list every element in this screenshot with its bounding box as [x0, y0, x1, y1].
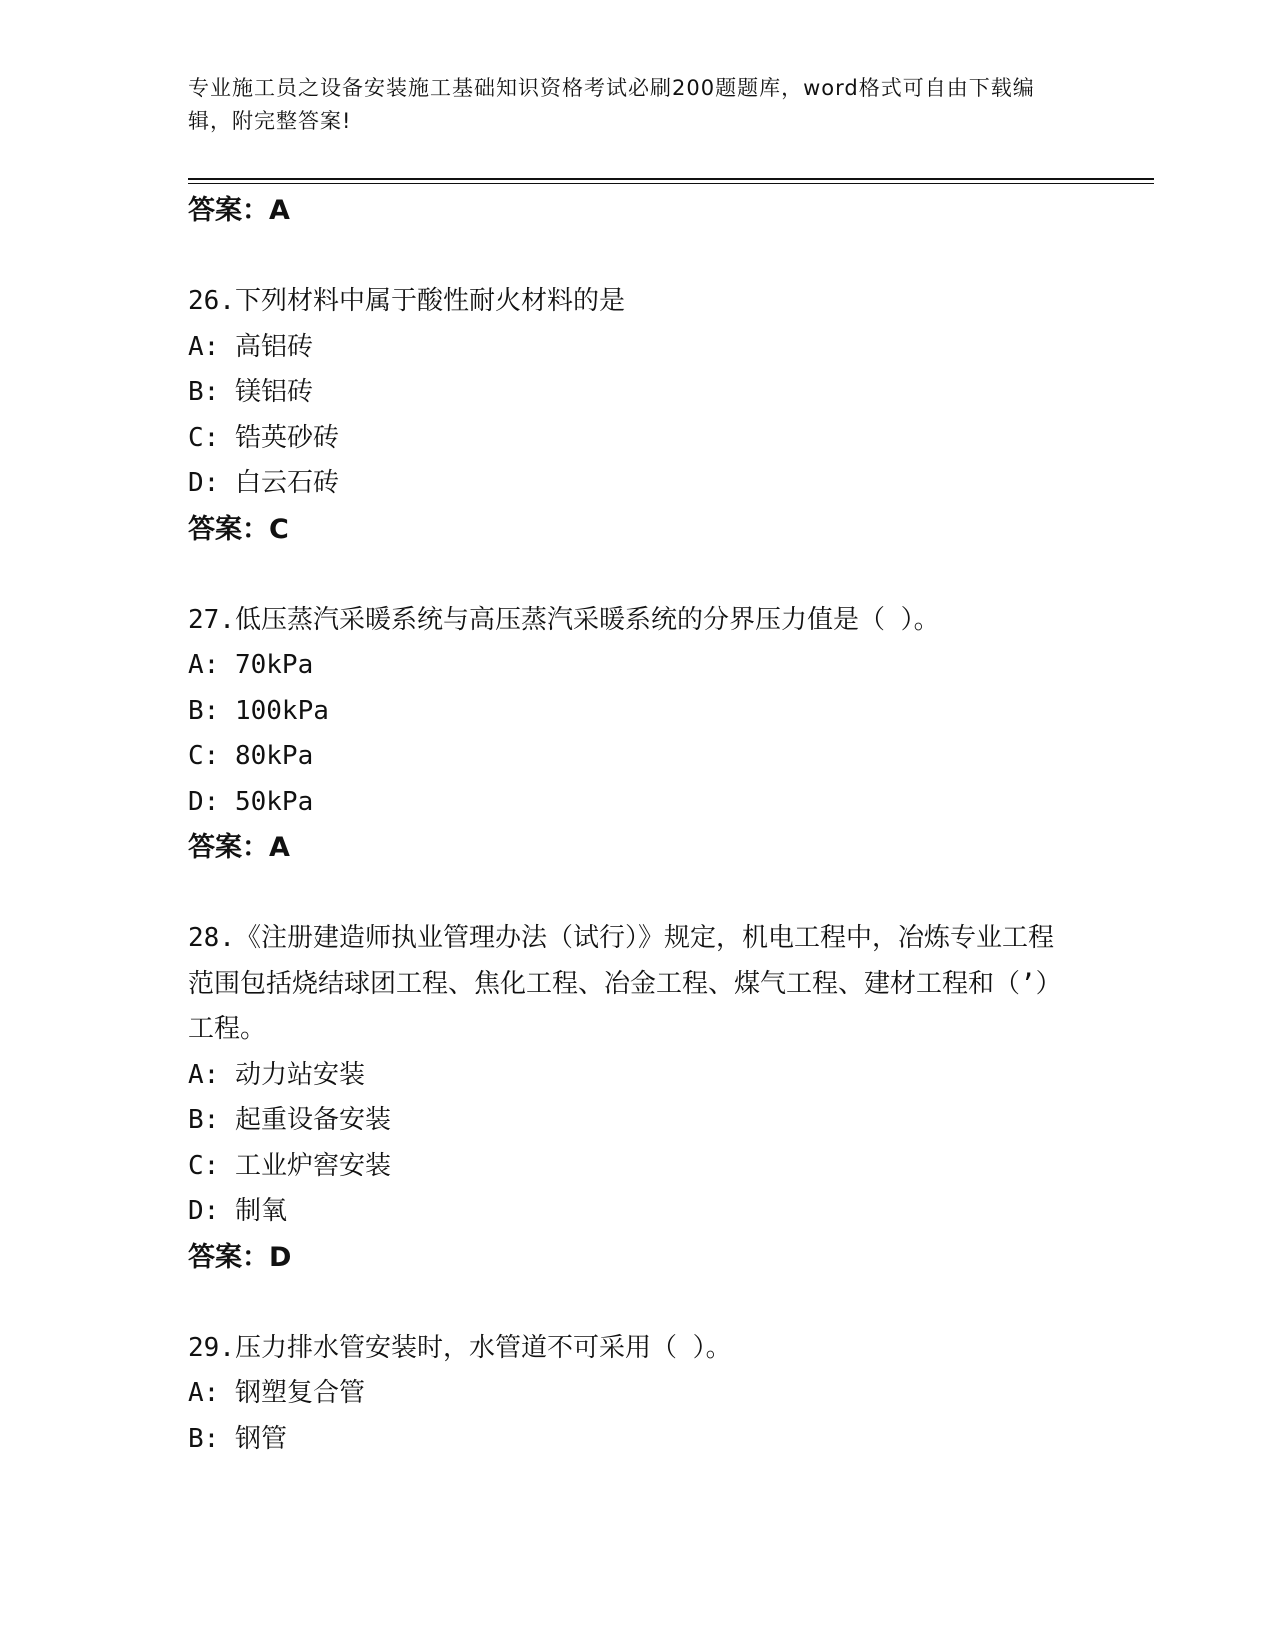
option-c: C: 80kPa: [188, 741, 314, 771]
spacer: [188, 871, 1088, 917]
option-a: A: 高铝砖: [188, 331, 313, 362]
spacer: [188, 552, 1088, 598]
question-text: 28.《注册建造师执业管理办法（试行）》规定，机电工程中，冶炼专业工程范围包括烧结球团工程、焦化工程、冶金工程、煤气工程、建材工程和（’）工程。: [188, 923, 1062, 1044]
document-header: [188, 72, 1068, 138]
header-rule-thin: [188, 183, 1154, 184]
option-b: B: 钢管: [188, 1423, 287, 1454]
option-d: D: 50kPa: [188, 786, 314, 817]
answer-line: 答案：A: [188, 832, 290, 863]
option-a: A: 动力站安装: [188, 1059, 365, 1090]
answer-line: 答案：D: [188, 1241, 292, 1273]
option-b: B: 100kPa: [188, 695, 329, 726]
question-text: 27.低压蒸汽采暖系统与高压蒸汽采暖系统的分界压力值是（ ）。: [188, 604, 940, 635]
spacer: [188, 234, 1088, 280]
option-c: C: 锆英砂砖: [188, 422, 339, 453]
answer-line: 答案：C: [188, 513, 289, 545]
header-rule-thick: [188, 178, 1154, 180]
header-text: 专业施工员之设备安装施工基础知识资格考试必刷200题题库，word格式可自由下载编辑，附完整答案!: [188, 76, 1035, 133]
spacer: [188, 1280, 1088, 1326]
question-text: 26.下列材料中属于酸性耐火材料的是: [188, 286, 625, 316]
question-list: [188, 188, 1088, 1462]
option-d: D: 制氧: [188, 1196, 287, 1226]
option-a: A: 70kPa: [188, 650, 314, 680]
option-b: B: 镁铝砖: [188, 377, 313, 407]
question-text: 29.压力排水管安装时，水管道不可采用（ ）。: [188, 1332, 732, 1363]
option-d: D: 白云石砖: [188, 468, 339, 498]
answer-line: 答案：A: [188, 195, 290, 226]
option-a: A: 钢塑复合管: [188, 1378, 365, 1408]
option-c: C: 工业炉窖安装: [188, 1150, 391, 1181]
option-b: B: 起重设备安装: [188, 1105, 391, 1135]
